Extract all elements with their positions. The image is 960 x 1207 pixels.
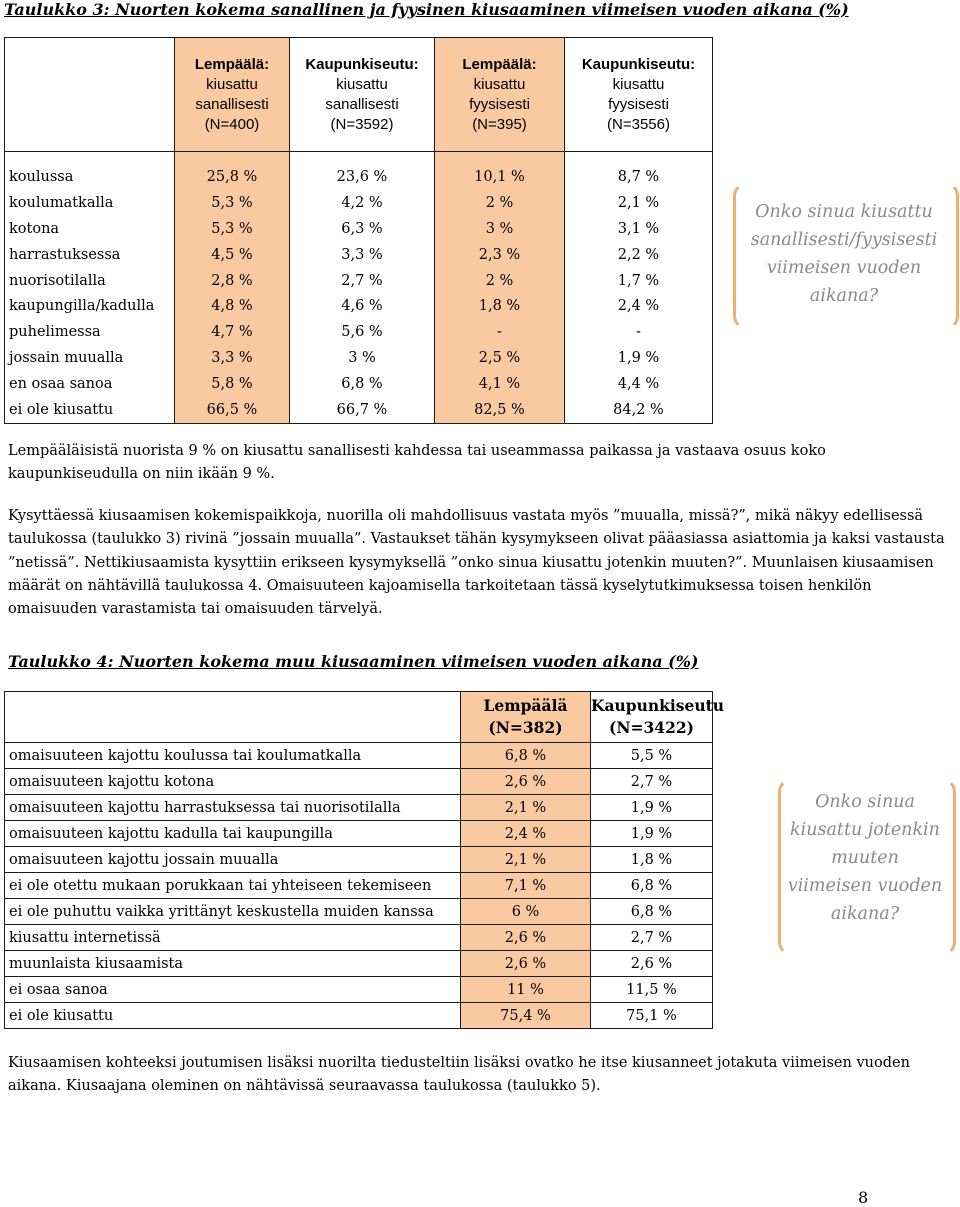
cell-value: 5,5 % [591, 743, 713, 769]
table3-header-empty [5, 38, 175, 152]
table-row [5, 268, 713, 294]
row-label: ei ole otettu mukaan porukkaan tai yhteiseen tekemiseen [5, 873, 461, 899]
cell-value: 25,8 % [175, 152, 290, 190]
row-label: ei ole kiusattu [5, 1003, 461, 1029]
cell-value: 2,2 % [565, 242, 713, 268]
cell-value: 1,9 % [591, 795, 713, 821]
table3-caption: Taulukko 3: Nuorten kokema sanallinen ja fyysinen kiusaaminen viimeisen vuoden aikana (%) [4, 0, 849, 19]
cell-value: 5,8 % [175, 371, 290, 397]
table4-header-seutu: Kaupunkiseutu (N=3422) [591, 692, 713, 743]
row-label: ei ole kiusattu [5, 397, 175, 423]
cell-value: 2,6 % [461, 925, 591, 951]
table3-header-seutu-sanallinen: Kaupunkiseutu: kiusattu sanallisesti (N=3592) [290, 38, 435, 152]
table4-header-lempaala: Lempäälä (N=382) [461, 692, 591, 743]
cell-value: 2,8 % [175, 268, 290, 294]
cell-value: 3 % [435, 216, 565, 242]
table-row [5, 397, 713, 423]
cell-value: 75,4 % [461, 1003, 591, 1029]
row-label: harrastuksessa [5, 242, 175, 268]
table-row [5, 873, 713, 899]
cell-value: 3 % [290, 345, 435, 371]
row-label: jossain muualla [5, 345, 175, 371]
cell-value: 6,8 % [290, 371, 435, 397]
cell-value: 2,7 % [591, 769, 713, 795]
cell-value: 8,7 % [565, 152, 713, 190]
cell-value: 3,1 % [565, 216, 713, 242]
cell-value: 2,4 % [461, 821, 591, 847]
row-label: puhelimessa [5, 319, 175, 345]
cell-value: 75,1 % [591, 1003, 713, 1029]
table-row [5, 925, 713, 951]
page-number: 8 [858, 1188, 869, 1207]
cell-value: 66,5 % [175, 397, 290, 423]
table-row [5, 743, 713, 769]
cell-value: 2,4 % [565, 293, 713, 319]
table4-header-empty [5, 692, 461, 743]
table-row [5, 977, 713, 1003]
cell-value: 7,1 % [461, 873, 591, 899]
table-row [5, 152, 713, 190]
cell-value: 2,7 % [591, 925, 713, 951]
cell-value: 1,8 % [591, 847, 713, 873]
cell-value: 5,3 % [175, 216, 290, 242]
row-label: omaisuuteen kajottu koulussa tai koulumatkalla [5, 743, 461, 769]
table-row [5, 821, 713, 847]
cell-value: 2 % [435, 268, 565, 294]
table4-caption: Taulukko 4: Nuorten kokema muu kiusaaminen viimeisen vuoden aikana (%) [8, 652, 699, 671]
row-label: omaisuuteen kajottu kotona [5, 769, 461, 795]
cell-value: 4,2 % [290, 190, 435, 216]
row-label: ei ole puhuttu vaikka yrittänyt keskustella muiden kanssa [5, 899, 461, 925]
callout2-question: Onko sinua kiusattu jotenkin muuten viimeisen vuoden aikana? [787, 792, 943, 924]
table3-header-lempaala-fyysinen: Lempäälä: kiusattu fyysisesti (N=395) [435, 38, 565, 152]
row-label: ei osaa sanoa [5, 977, 461, 1003]
cell-value: 3,3 % [175, 345, 290, 371]
cell-value: 84,2 % [565, 397, 713, 423]
table3 [4, 37, 713, 424]
cell-value: 6,8 % [591, 873, 713, 899]
row-label: kiusattu internetissä [5, 925, 461, 951]
cell-value: 6,8 % [591, 899, 713, 925]
cell-value: 11,5 % [591, 977, 713, 1003]
row-label: nuorisotilalla [5, 268, 175, 294]
cell-value: 6 % [461, 899, 591, 925]
row-label: omaisuuteen kajottu harrastuksessa tai nuorisotilalla [5, 795, 461, 821]
row-label: omaisuuteen kajottu kadulla tai kaupungilla [5, 821, 461, 847]
cell-value: 4,5 % [175, 242, 290, 268]
cell-value: 4,8 % [175, 293, 290, 319]
row-label: kotona [5, 216, 175, 242]
table-row [5, 795, 713, 821]
cell-value: 2,1 % [461, 795, 591, 821]
cell-value: 2,6 % [461, 769, 591, 795]
row-label: omaisuuteen kajottu jossain muualla [5, 847, 461, 873]
cell-value: 1,9 % [565, 345, 713, 371]
table-row [5, 899, 713, 925]
cell-value: 2,1 % [565, 190, 713, 216]
cell-value: 6,3 % [290, 216, 435, 242]
cell-value: 4,4 % [565, 371, 713, 397]
cell-value: 1,7 % [565, 268, 713, 294]
row-label: koulumatkalla [5, 190, 175, 216]
table-row [5, 847, 713, 873]
row-label: koulussa [5, 152, 175, 190]
table-row [5, 951, 713, 977]
table-row [5, 371, 713, 397]
callout1-question: Onko sinua kiusattu sanallisesti/fyysisesti viimeisen vuoden aikana? [750, 202, 938, 306]
table-row [5, 242, 713, 268]
table-row [5, 345, 713, 371]
table-row [5, 293, 713, 319]
paragraph-1: Lempääläisistä nuorista 9 % on kiusattu sanallisesti kahdessa tai useammassa paikassa ja vastaava osuus koko kaupunkiseudulla on niin ikään 9 %. [8, 443, 826, 483]
row-label: muunlaista kiusaamista [5, 951, 461, 977]
table3-header-lempaala-sanallinen: Lempäälä: kiusattu sanallisesti (N=400) [175, 38, 290, 152]
cell-value: 66,7 % [290, 397, 435, 423]
cell-value: 2,7 % [290, 268, 435, 294]
table-row [5, 319, 713, 345]
cell-value: 23,6 % [290, 152, 435, 190]
table-row [5, 1003, 713, 1029]
paragraph-3: Kiusaamisen kohteeksi joutumisen lisäksi nuorilta tiedusteltiin lisäksi ovatko he itse kiusanneet jotakuta viimeisen vuoden aikana. Kiusaajana oleminen on nähtävissä seuraavassa taulukossa (taulukko 5). [8, 1055, 910, 1095]
cell-value: 82,5 % [435, 397, 565, 423]
cell-value: 10,1 % [435, 152, 565, 190]
row-label: kaupungilla/kadulla [5, 293, 175, 319]
cell-value: 2,6 % [461, 951, 591, 977]
table-row [5, 769, 713, 795]
table3-header-seutu-fyysinen: Kaupunkiseutu: kiusattu fyysisesti (N=3556) [565, 38, 713, 152]
cell-value: 4,6 % [290, 293, 435, 319]
cell-value: 2,3 % [435, 242, 565, 268]
cell-value: 4,7 % [175, 319, 290, 345]
cell-value: 3,3 % [290, 242, 435, 268]
table4 [4, 691, 725, 1029]
cell-value: 2 % [435, 190, 565, 216]
cell-value: 2,5 % [435, 345, 565, 371]
cell-value: 1,8 % [435, 293, 565, 319]
table-row [5, 190, 713, 216]
table-row [5, 216, 713, 242]
paragraph-2: Kysyttäessä kiusaamisen kokemispaikkoja, nuorilla oli mahdollisuus vastata myös ”muualla, missä?”, mikä näkyy edellisessä taulukossa (taulukko 3) rivinä ”jossain muualla”. Vastaukset tähän kysymykseen olivat pääasiassa asiattomia ja kaksi vastausta ”netissä”. Nettikiusaamista kysyttiin erikseen kysymyksellä ”onko sinua kiusattu jotenkin muuten?”. Muunlaisen kiusaamisen määrät on nähtävillä taulukossa 4. Omaisuuteen kajoamisella tarkoitetaan tässä kyselytutkimuksessa toisen henkilön omaisuuden varastamista tai omaisuuden tärvelyä. [8, 508, 945, 618]
row-label: en osaa sanoa [5, 371, 175, 397]
cell-value: - [565, 319, 713, 345]
cell-value: 4,1 % [435, 371, 565, 397]
cell-value: 11 % [461, 977, 591, 1003]
cell-value: 5,3 % [175, 190, 290, 216]
cell-value: 5,6 % [290, 319, 435, 345]
cell-value: - [435, 319, 565, 345]
cell-value: 6,8 % [461, 743, 591, 769]
cell-value: 2,1 % [461, 847, 591, 873]
cell-value: 1,9 % [591, 821, 713, 847]
cell-value: 2,6 % [591, 951, 713, 977]
